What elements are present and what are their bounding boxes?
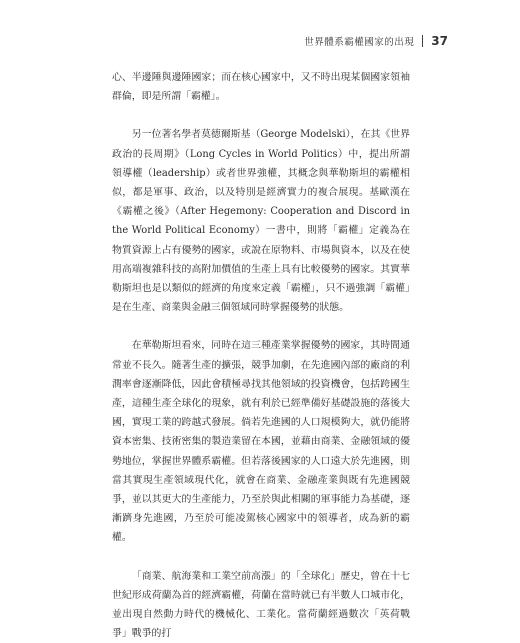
running-title: 世界體系霸權國家的出現 (304, 37, 415, 48)
paragraph-modelski: 另一位著名學者莫德爾斯基（George Modelski），在其《世界政治的長周期》（Long Cycles in World Politics）中，提出所謂領導權（leadership）或者世界強權，其概念與華勒斯坦的霸權相似，都是軍事、政治，以及特別是經濟實力的複合展現。基歐漢在《霸權之後》（After Hegemony: Cooperation and Discord in the World Political Economy）一書中，則將「霸權」定義為在物質資源上占有優勢的國家，或說在原物料、市場與資本，以及在使用高端複雜科技的高附加價值的生產上具有比較優勢的國家。其實華勒斯坦也是以類似的經濟的角度來定義「霸權」，只不過強調「霸權」是在生產、商業與金融三個領域同時掌握優勢的狀態。 (112, 129, 410, 314)
page-number: 37 (431, 34, 448, 48)
running-header (304, 34, 448, 48)
header-divider (422, 35, 423, 47)
body-text (112, 68, 410, 643)
paragraph-continuation: 心、半邊陲與邊陲國家；而在核心國家中，又不時出現某個國家領袖群倫，即是所謂「霸權」。 (112, 72, 410, 103)
paragraph-globalization: 「商業、航海業和工業空前高漲」的「全球化」歷史，曾在十七世紀形成荷蘭為首的經濟霸權，荷蘭在當時就已有半數人口城市化，並出現自然動力時代的機械化、工業化。當荷蘭經過數次「英荷戰爭」戰爭的打 (112, 570, 410, 640)
paragraph-wallerstein: 在華勒斯坦看來，同時在這三種產業掌握優勢的國家，其時間通常並不長久。隨著生產的擴張，競爭加劇，在先進國內部的廠商的利潤率會逐漸降低，因此會積極尋找其他領域的投資機會，包括跨國生產，這種生產全球化的現象，就有利於已經準備好基礎設施的落後大國，實現工業的跨越式發展。倘若先進國的人口規模夠大，就仍能將資本密集、技術密集的製造業留在本國，並藉由商業、金融領域的優勢地位，掌握世界體系霸權。但若落後國家的人口遠大於先進國，則當其實現生產領域現代化，就會在商業、金融產業與既有先進國競爭，並以其更大的生產能力，乃至於與此相關的軍事能力為基礎，逐漸躋身先進國，乃至於可能凌駕核心國家中的領導者，成為新的霸權。 (112, 340, 410, 544)
